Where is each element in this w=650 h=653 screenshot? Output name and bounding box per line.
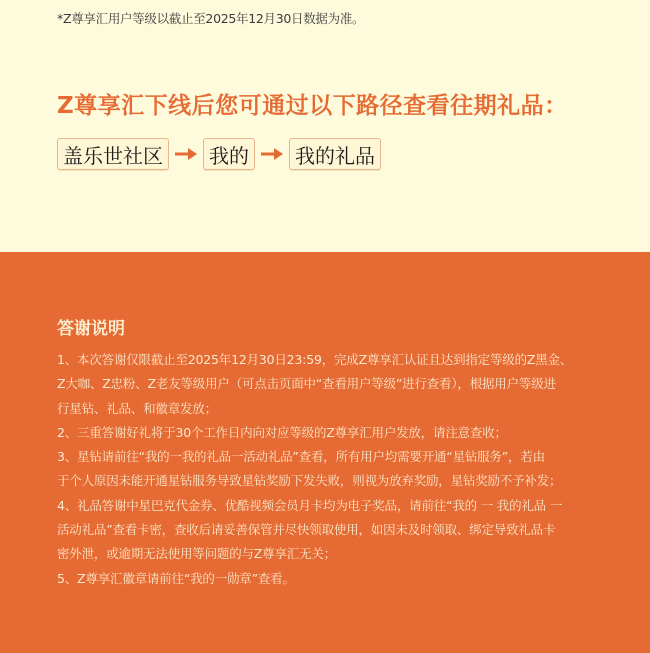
note-line: 行星钻、礼品、和徽章发放； bbox=[57, 400, 217, 416]
right-arrow-icon bbox=[172, 147, 200, 161]
note-line: 1、本次答谢仅限截止至2025年12月30日23:59，完成Z尊享汇认证且达到指定等级的Z黑金、 bbox=[57, 352, 573, 367]
note-line: 密外泄，或逾期无法使用等问题的与Z尊享汇无关； bbox=[57, 546, 336, 562]
path-step-mine[interactable]: 我的 bbox=[203, 138, 255, 170]
note-line: 活动礼品”查看卡密，查收后请妥善保管并尽快领取使用，如因未及时领取、绑定导致礼品卡 bbox=[57, 522, 556, 538]
note-line: 5、Z尊享汇徽章请前往“我的一勋章”查看。 bbox=[57, 570, 295, 586]
right-arrow-icon bbox=[258, 147, 286, 161]
note-line: 2、三重答谢好礼将于30个工作日内向对应等级的Z尊享汇用户发放，请注意查收； bbox=[57, 424, 507, 440]
top-section bbox=[0, 0, 650, 252]
gift-path-headline: Z尊享汇下线后您可通过以下路径查看往期礼品： bbox=[57, 93, 568, 119]
navigation-path bbox=[57, 138, 381, 170]
path-step-community[interactable]: 盖乐世社区 bbox=[57, 138, 169, 170]
note-line: 3、星钻请前往“我的一我的礼品一活动礼品”查看，所有用户均需要开通“星钻服务”，若由 bbox=[57, 449, 545, 465]
notes-list bbox=[57, 348, 597, 591]
thanks-notes-section bbox=[0, 252, 650, 653]
path-step-my-gifts[interactable]: 我的礼品 bbox=[289, 138, 381, 170]
note-line: 4、礼品答谢中星巴克代金券、优酷视频会员月卡均为电子奖品，请前往“我的 一 我的礼品 一 bbox=[57, 497, 563, 513]
section-title: 答谢说明 bbox=[57, 319, 125, 339]
data-cutoff-footnote: *Z尊享汇用户等级以截止至2025年12月30日数据为准。 bbox=[57, 11, 365, 26]
note-line: Z大咖、Z忠粉、Z老友等级用户（可点击页面中“查看用户等级”进行查看），根据用户等级进 bbox=[57, 376, 556, 392]
note-line: 于个人原因未能开通星钻服务导致星钻奖励下发失败，则视为放弃奖励，星钻奖励不予补发； bbox=[57, 473, 562, 489]
